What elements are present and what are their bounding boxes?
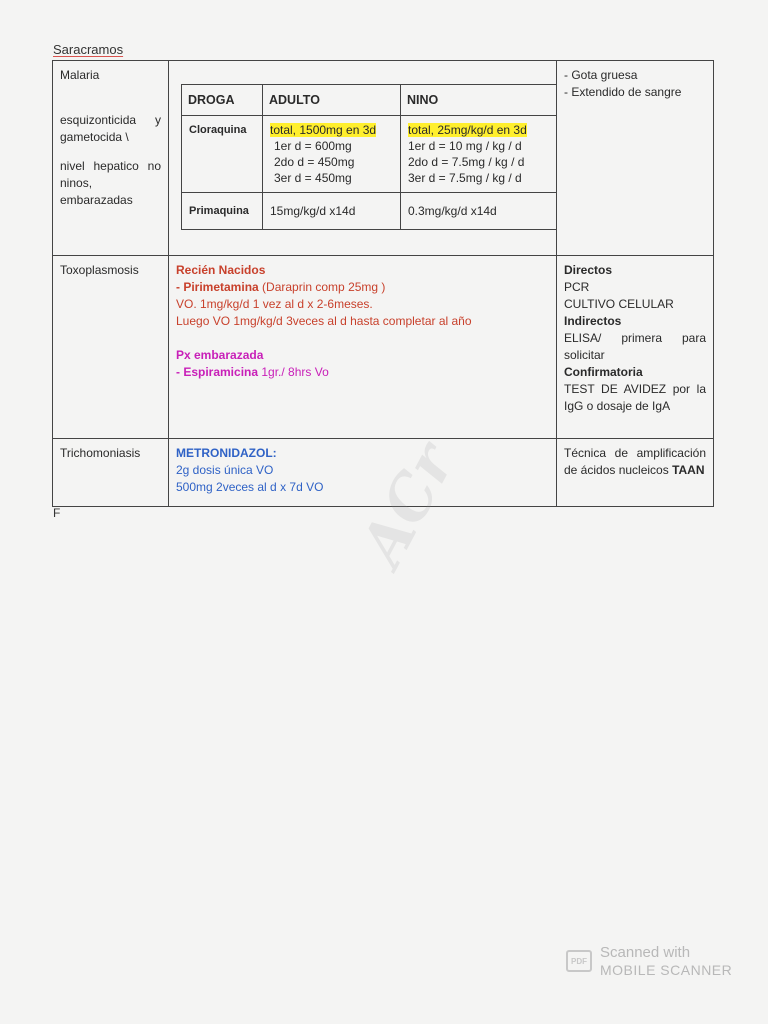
diag-direct-item: CULTIVO CELULAR (564, 297, 674, 311)
header-droga: DROGA (182, 85, 263, 116)
header-adulto: ADULTO (263, 85, 401, 116)
diagnosis-line: - Gota gruesa (564, 68, 638, 82)
trich-dose-line: 500mg 2veces al d x 7d VO (176, 480, 324, 494)
adult-total-highlight: total, 1500mg en 3d (270, 123, 377, 137)
trich-drug: METRONIDAZOL: (176, 446, 277, 460)
newborn-drug-detail: (Daraprin comp 25mg ) (258, 280, 386, 294)
diag-indirect-text: ELISA/ primera para solicitar (564, 331, 706, 362)
pregnant-drug-detail: 1gr./ 8hrs Vo (258, 365, 329, 379)
diagnosis-line: - Extendido de sangre (564, 85, 682, 99)
diag-confirm-text: TEST DE AVIDEZ por la IgG o dosaje de IgA (564, 382, 706, 413)
child-total-highlight: total, 25mg/kg/d en 3d (408, 123, 527, 137)
pregnant-drug-line (176, 364, 549, 381)
drug-row-cloraquina (182, 116, 557, 193)
pregnant-heading: Px embarazada (176, 348, 264, 362)
newborn-drug: - Pirimetamina (176, 280, 259, 294)
diagnosis-cell-malaria (557, 61, 714, 256)
child-line: 1er d = 10 mg / kg / d (408, 139, 522, 153)
malaria-note-2: nivel hepatico no ninos, embarazadas (60, 159, 161, 207)
adult-line: 3er d = 450mg (274, 171, 352, 185)
drug-table-header (182, 85, 557, 116)
child-dose: 0.3mg/kg/d x14d (401, 193, 557, 230)
trich-diag-bold: TAAN (672, 463, 705, 477)
drug-dosage-table (181, 84, 557, 230)
footer-mark: F (53, 506, 61, 520)
document-title: Saracramos (53, 42, 124, 57)
adult-dose (263, 116, 401, 193)
diagnosis-cell-trichomoniasis (557, 439, 714, 507)
newborn-heading: Recién Nacidos (176, 263, 266, 277)
pdf-icon: PDF (566, 950, 592, 972)
drug-name: Cloraquina (182, 116, 263, 193)
adult-line: 1er d = 600mg (274, 139, 352, 153)
treatment-cell-toxoplasmosis (169, 256, 557, 439)
diag-direct-title: Directos (564, 263, 613, 277)
adult-line: 2do d = 450mg (274, 155, 355, 169)
trich-diag-text: Técnica de amplificación de ácidos nucleicos (564, 446, 706, 477)
diag-indirect-title: Indirectos (564, 314, 622, 328)
drug-row-primaquina (182, 193, 557, 230)
disease-name: Malaria (60, 68, 100, 82)
trich-dose-line: 2g dosis única VO (176, 463, 274, 477)
newborn-dose-line: VO. 1mg/kg/d 1 vez al d x 2-6meses. (176, 297, 373, 311)
child-line: 3er d = 7.5mg / kg / d (408, 171, 522, 185)
diag-direct-item: PCR (564, 280, 590, 294)
watermark-logo: ACr (347, 432, 469, 578)
diag-confirm-title: Confirmatoria (564, 365, 643, 379)
scanner-line-2: MOBILE SCANNER (600, 962, 733, 978)
treatment-cell-malaria (169, 61, 557, 256)
disease-name: Trichomoniasis (60, 446, 141, 460)
disease-cell-trichomoniasis (53, 439, 169, 507)
newborn-dose-line: Luego VO 1mg/kg/d 3veces al d hasta completar al año (176, 314, 472, 328)
header-nino: NINO (401, 85, 557, 116)
scanner-line-1: Scanned with (600, 944, 691, 961)
disease-cell-toxoplasmosis (53, 256, 169, 439)
table-row-toxoplasmosis (53, 256, 714, 439)
pregnant-drug: - Espiramicina (176, 365, 259, 379)
diagnosis-cell-toxoplasmosis (557, 256, 714, 439)
malaria-note-1: esquizonticida y gametocida \ (60, 113, 161, 144)
disease-cell-malaria (53, 61, 169, 256)
scanner-text (600, 944, 732, 978)
scanner-badge (566, 944, 732, 978)
table-row-malaria (53, 61, 714, 256)
drug-name: Primaquina (182, 193, 263, 230)
treatment-cell-trichomoniasis (169, 439, 557, 507)
child-dose (401, 116, 557, 193)
adult-dose: 15mg/kg/d x14d (263, 193, 401, 230)
trich-diagnosis (564, 445, 706, 479)
child-line: 2do d = 7.5mg / kg / d (408, 155, 525, 169)
treatment-table (52, 60, 714, 507)
disease-name: Toxoplasmosis (60, 263, 139, 277)
newborn-drug-line (176, 279, 549, 296)
